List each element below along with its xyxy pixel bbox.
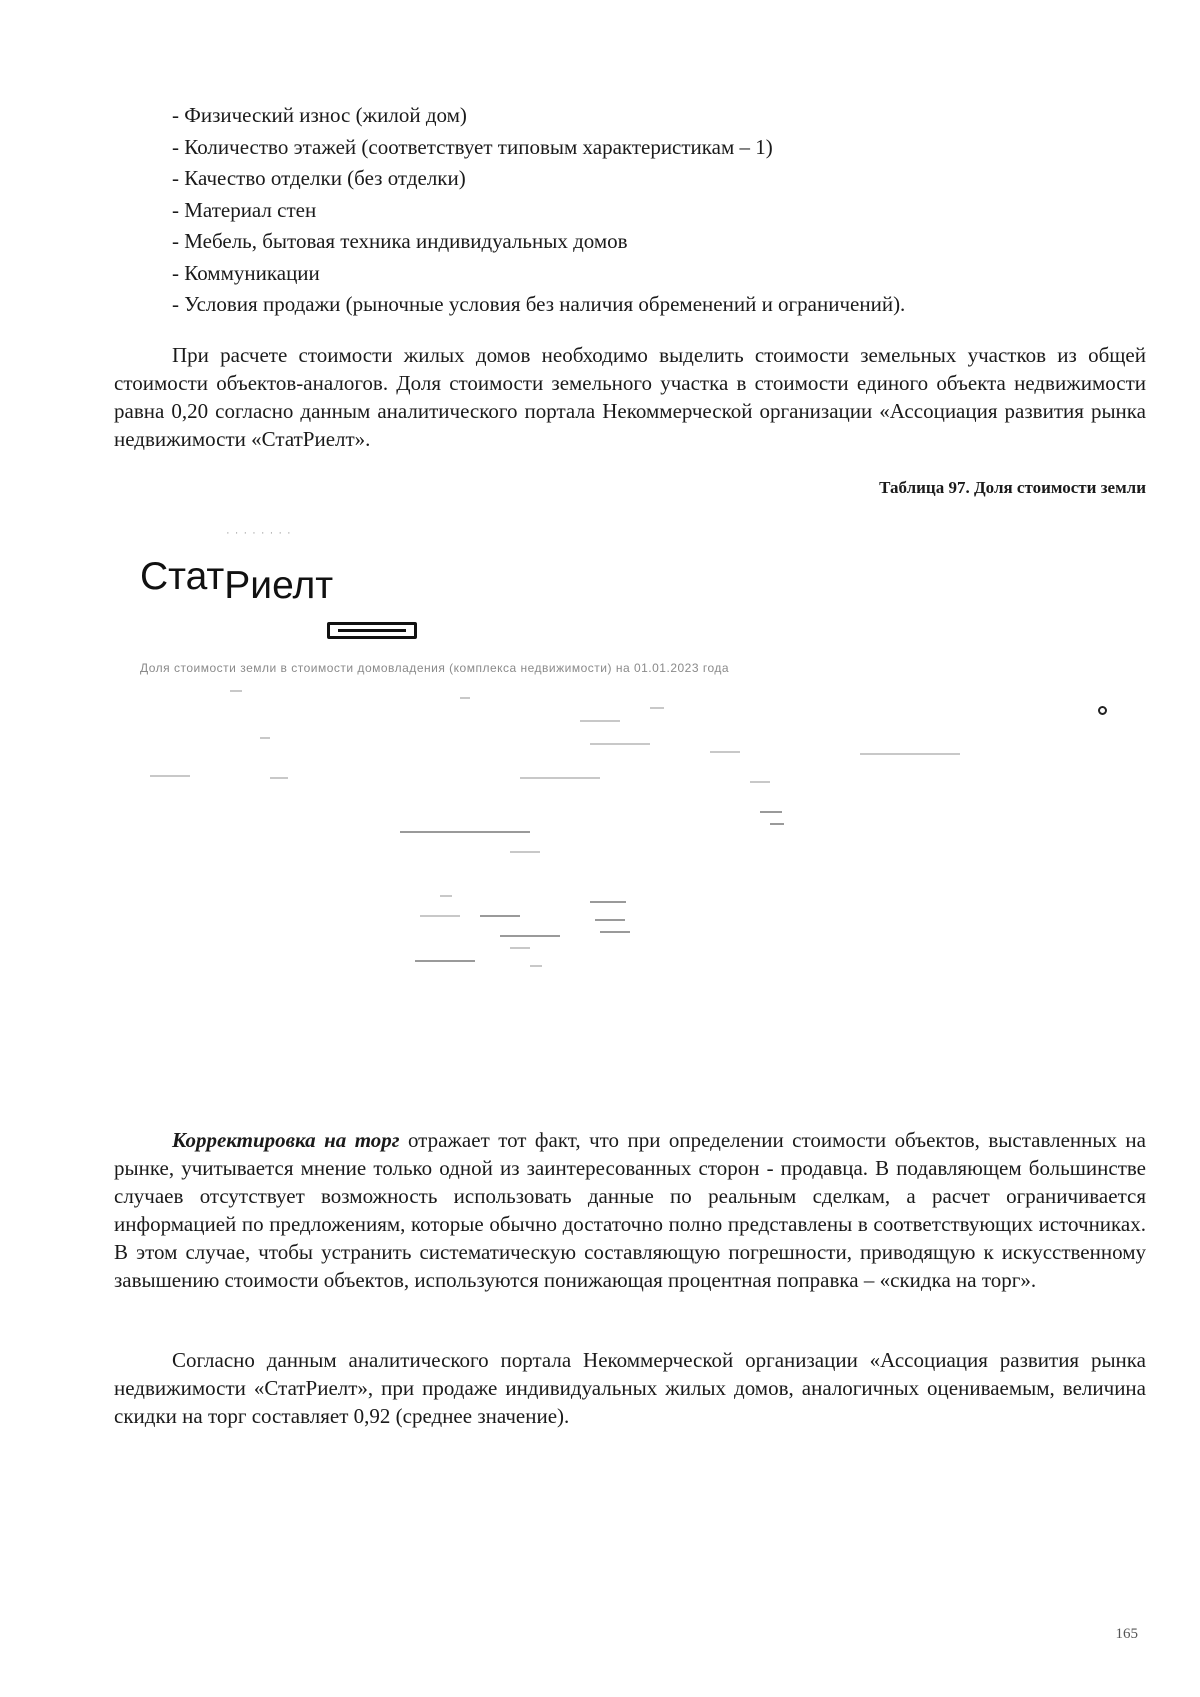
discount-paragraph: Согласно данным аналитического портала Некоммерческой организации «Ассоциация развития рынка недвижимости «СтатРиелт», при продаже индивидуальных жилых домов, аналогичных оцениваемым, величина скидки на торг составляет 0,92 (среднее значение).	[114, 1348, 1146, 1428]
statrielt-figure	[130, 515, 1140, 1085]
list-item: - Количество этажей (соответствует типовым характеристикам – 1)	[172, 134, 773, 159]
bargain-adjustment-paragraph	[114, 1126, 1146, 1294]
logo-text-part-a: Стат	[140, 555, 225, 598]
logo-mark-icon	[327, 622, 417, 639]
list-item: - Коммуникации	[172, 260, 320, 285]
circle-bullet-icon	[1098, 706, 1107, 715]
logo-text-part-b: Риелт	[224, 564, 334, 607]
factor-list	[172, 100, 1112, 321]
list-item: - Качество отделки (без отделки)	[172, 166, 466, 190]
figure-faint-header: · · · · · · · ·	[226, 527, 292, 539]
list-item: - Условия продажи (рыночные условия без наличия обременений и ограничений).	[172, 292, 906, 316]
table-caption: Таблица 97. Доля стоимости земли	[879, 478, 1146, 497]
list-item: - Материал стен	[172, 197, 317, 222]
land-share-paragraph: При расчете стоимости жилых домов необходимо выделить стоимости земельных участков из общей стоимости объектов-аналогов. Доля стоимости земельного участка в стоимости единого объекта недвижимости равна 0,20 согласно данным аналитического портала Некоммерческой организации «Ассоциация развития рынка недвижимости «СтатРиелт».	[114, 343, 1146, 451]
bargain-adjustment-text: отражает тот факт, что при определении стоимости объектов, выставленных на рынке, учитывается мнение только одной из заинтересованных сторон - продавца. В подавляющем большинстве случаев отсутствует возможность использовать данные по реальным сделкам, а расчет ограничивается информацией по предложениям, которые обычно достаточно полно представлены в соответствующих источниках. В этом случае, чтобы устранить систематическую составляющую погрешности, приводящую к искусственному завышению стоимости объектов, используются понижающая процентная поправка – «скидка на торг».	[114, 1128, 1146, 1292]
statrielt-logo	[140, 555, 334, 607]
page-number: 165	[1115, 1626, 1138, 1642]
bargain-adjustment-term: Корректировка на торг	[172, 1128, 400, 1152]
list-item: - Физический износ (жилой дом)	[172, 103, 467, 127]
figure-subtitle: Доля стоимости земли в стоимости домовладения (комплекса недвижимости) на 01.01.2023 года	[140, 661, 730, 675]
list-item: - Мебель, бытовая техника индивидуальных домов	[172, 229, 628, 253]
